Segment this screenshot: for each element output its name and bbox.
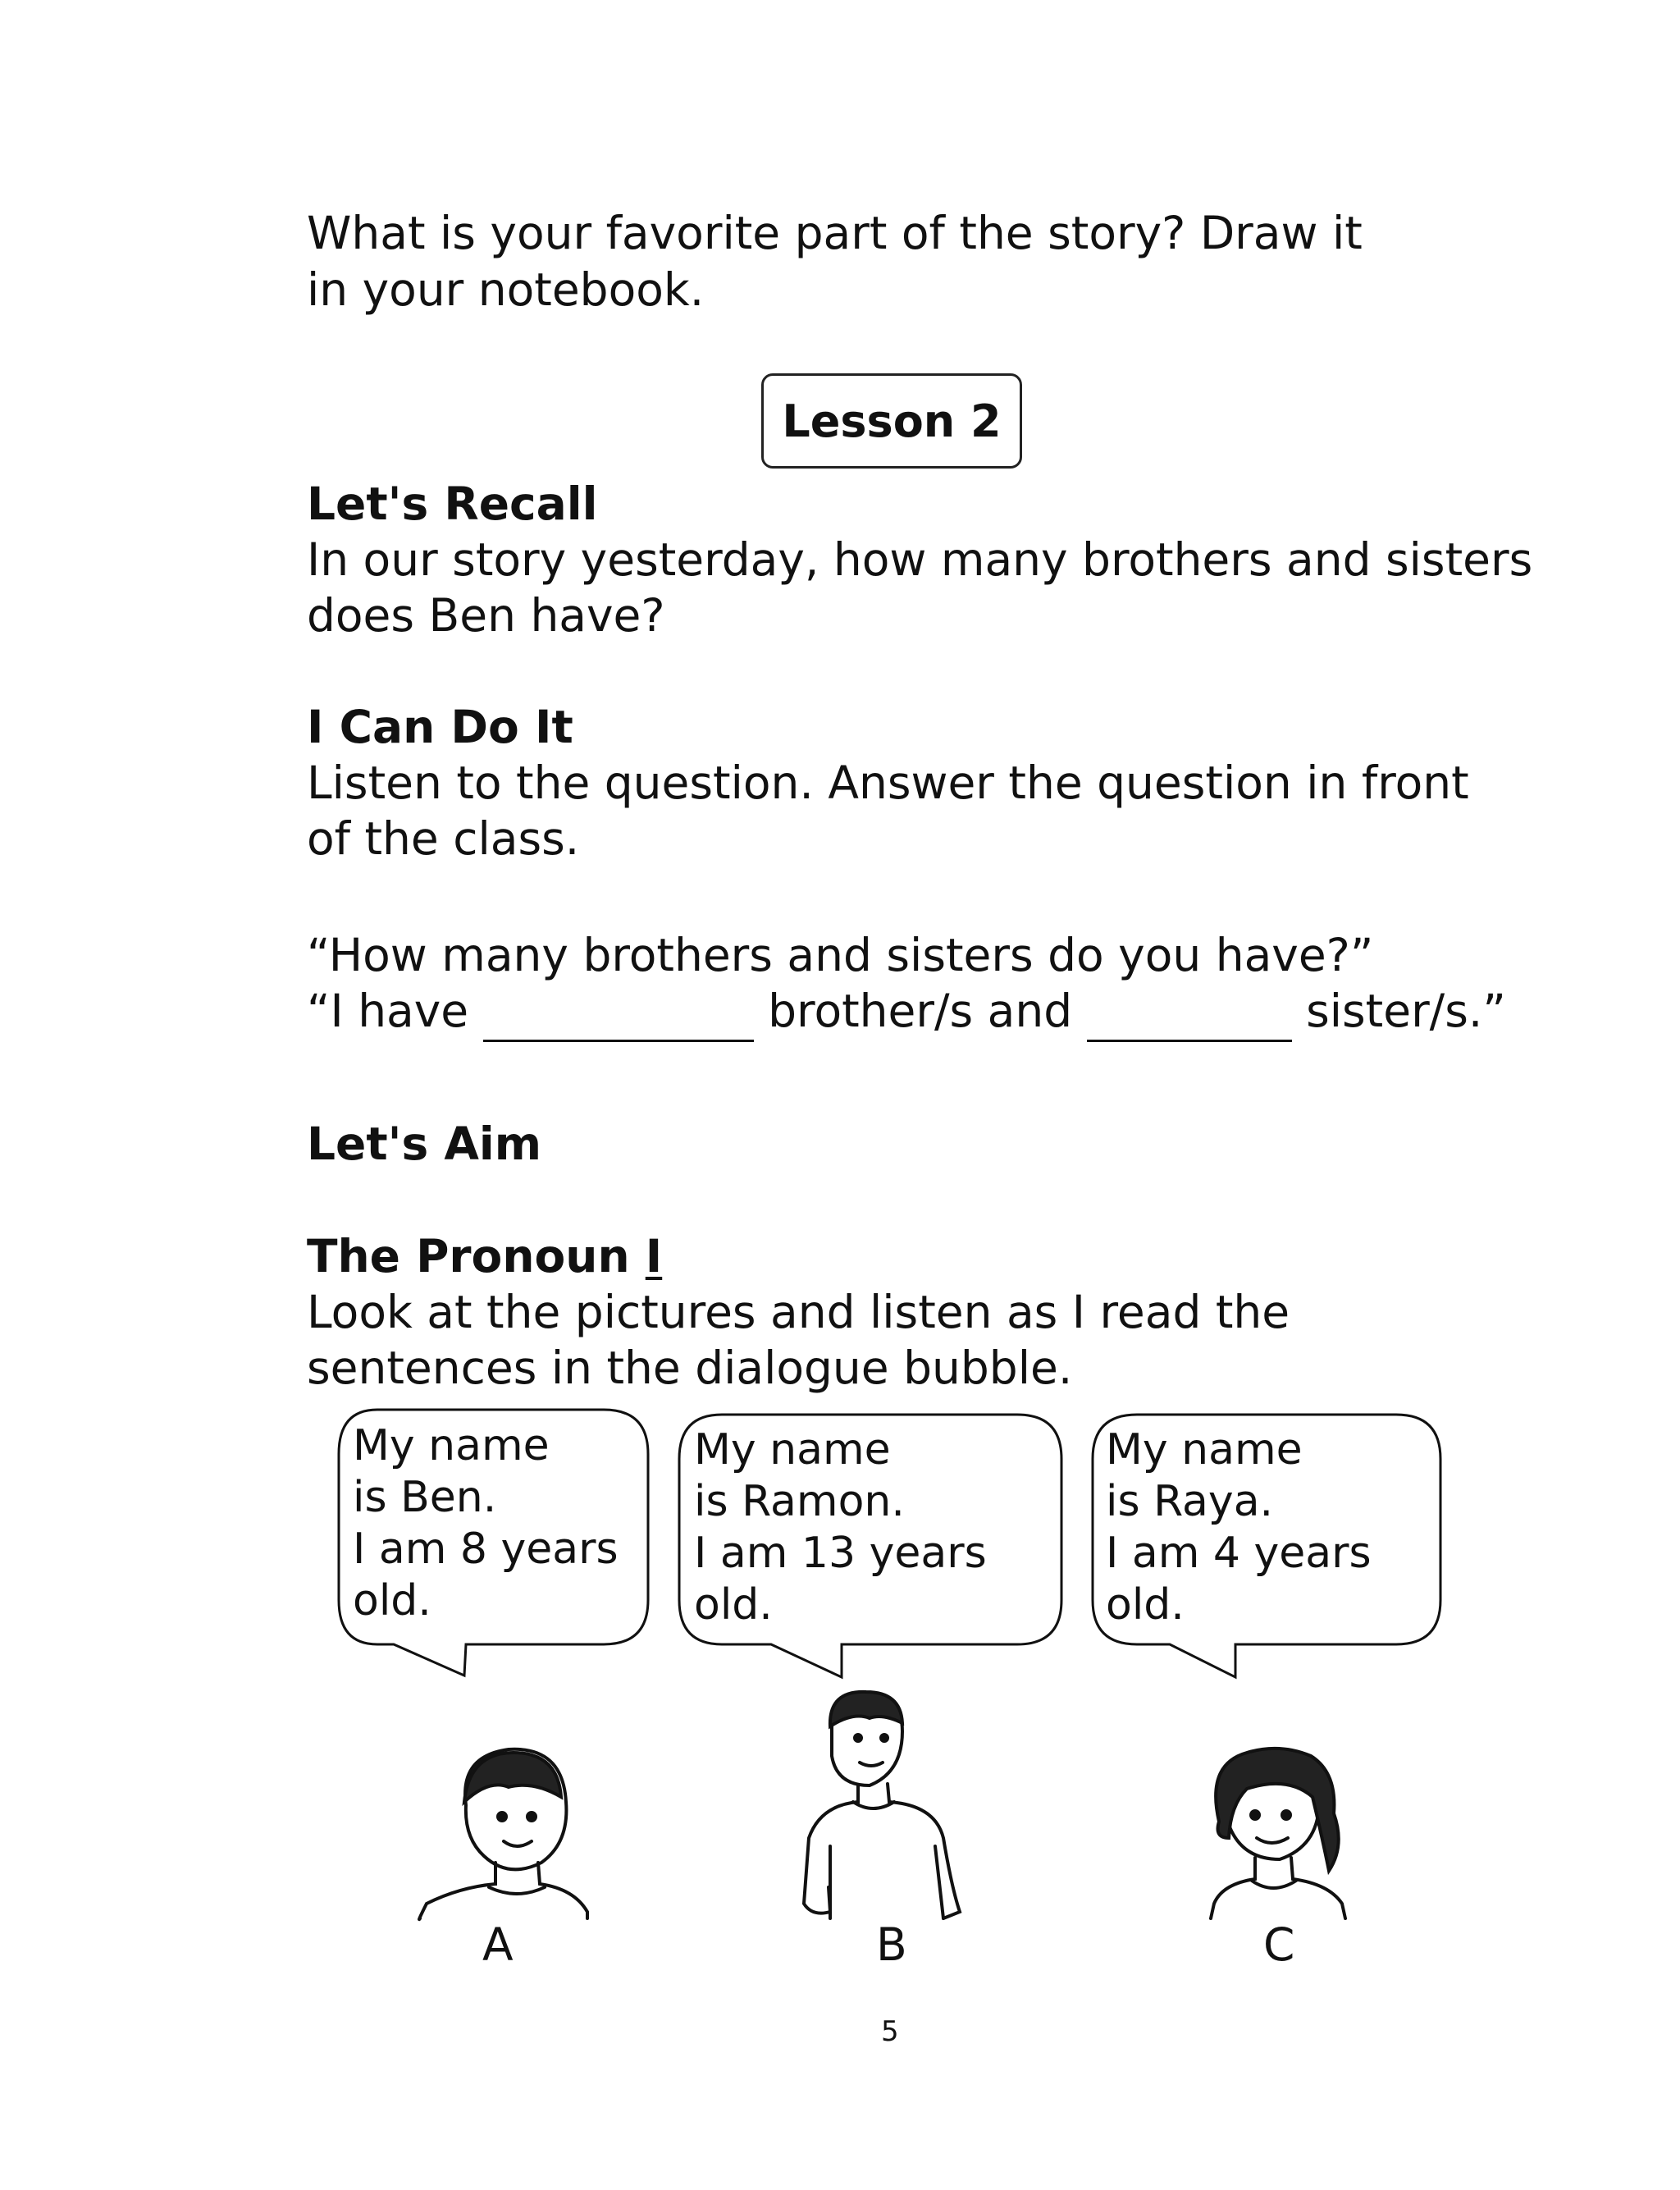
lesson-title: Lesson 2 [782, 395, 1002, 447]
answer-end: sister/s.” [1291, 985, 1506, 1037]
bubble-b-line: is Ramon. [694, 1477, 905, 1526]
can-do-line-2: of the class. [307, 812, 580, 865]
bubble-c-line: My name [1106, 1425, 1303, 1474]
boy-ben-icon [419, 1749, 587, 1919]
page-number: 5 [881, 2015, 899, 2048]
answer-mid: brother/s and [753, 985, 1087, 1037]
bubble-a-text [353, 1420, 619, 1627]
can-do-heading: I Can Do It [307, 701, 573, 753]
boy-ramon-icon [804, 1692, 960, 1918]
bubble-b-text [694, 1424, 987, 1631]
bubble-c-line: I am 4 years [1106, 1529, 1372, 1578]
figure-label-c: C [1263, 1918, 1295, 1971]
figure-label-a: A [482, 1918, 514, 1971]
pronoun-heading-word: I [645, 1230, 663, 1282]
intro-line-1: What is your favorite part of the story? Draw it [307, 207, 1363, 259]
girl-raya-icon [1211, 1749, 1345, 1918]
recall-heading: Let's Recall [307, 478, 598, 530]
bubble-c-text [1106, 1424, 1372, 1631]
bubble-a-line: I am 8 years [353, 1525, 619, 1574]
bubble-b-line: I am 13 years [694, 1529, 987, 1578]
bubble-b-line: old. [694, 1580, 773, 1630]
pronoun-heading-text: The Pronoun [307, 1230, 646, 1282]
bubble-a-line: is Ben. [353, 1473, 497, 1522]
bubble-c-line: is Raya. [1106, 1477, 1274, 1526]
recall-line-2: does Ben have? [307, 589, 665, 642]
pronoun-line-2: sentences in the dialogue bubble. [307, 1342, 1073, 1394]
can-do-line-1: Listen to the question. Answer the question in front [307, 757, 1469, 809]
answer-start: “I have [307, 985, 483, 1037]
dialogue-question: “How many brothers and sisters do you have?” [307, 929, 1374, 981]
bubble-a-line: My name [353, 1421, 550, 1470]
figure-label-b: B [876, 1918, 907, 1971]
bubble-a-line: old. [353, 1576, 431, 1625]
bubble-b-line: My name [694, 1425, 891, 1474]
intro-line-2: in your notebook. [307, 263, 705, 316]
pronoun-line-1: Look at the pictures and listen as I read the [307, 1286, 1290, 1338]
bubble-c-line: old. [1106, 1580, 1185, 1630]
recall-line-1: In our story yesterday, how many brothers and sisters [307, 533, 1533, 586]
aim-heading: Let's Aim [307, 1118, 542, 1170]
